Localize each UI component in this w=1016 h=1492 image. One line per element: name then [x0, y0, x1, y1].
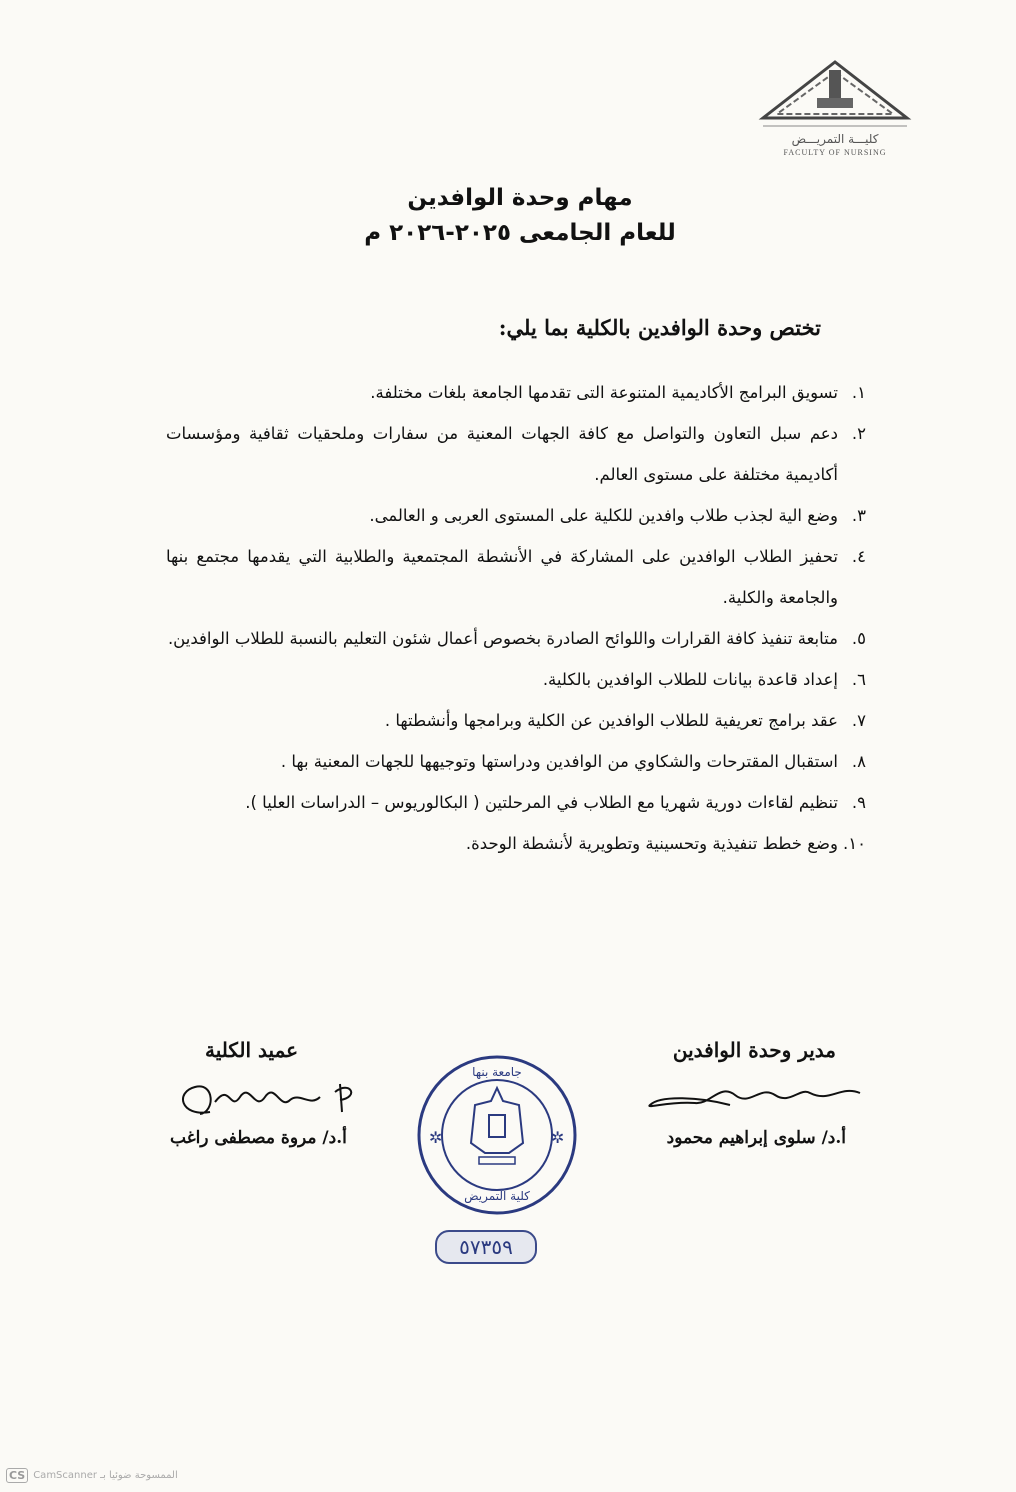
stamp-number: ٥٧٣٥٩	[435, 1230, 537, 1264]
item-text: وضع الية لجذب طلاب وافدين للكلية على المستوى العربى و العالمى.	[369, 506, 838, 525]
item-text: تحفيز الطلاب الوافدين على المشاركة في الأنشطة المجتمعية والطلابية التي يقدمها مجتمع بنها والجامعة والكلية.	[166, 547, 838, 607]
item-number: ٥.	[851, 629, 866, 648]
item-text: تنظيم لقاءات دورية شهريا مع الطلاب في المرحلتين ( البكالوريوس – الدراسات العليا ).	[245, 793, 838, 812]
list-item	[166, 413, 866, 495]
list-item	[166, 495, 866, 536]
camscanner-icon: CS	[6, 1468, 28, 1483]
item-number: ١.	[851, 383, 866, 402]
director-signature	[640, 1075, 865, 1120]
list-item	[166, 700, 866, 741]
item-number: ٧.	[851, 711, 866, 730]
dean-signature	[170, 1072, 365, 1122]
university-emblem-icon	[755, 58, 915, 133]
page-title: مهام وحدة الوافدين	[407, 185, 633, 211]
list-item	[166, 782, 866, 823]
page-subtitle: للعام الجامعى ٢٠٢٥-٢٠٢٦ م	[364, 220, 676, 246]
item-text: عقد برامج تعريفية للطلاب الوافدين عن الكلية وبرامجها وأنشطتها .	[384, 711, 838, 730]
svg-text:✲: ✲	[429, 1128, 443, 1147]
list-item	[166, 823, 866, 864]
director-name: أ.د/ سلوى إبراهيم محمود	[666, 1128, 846, 1148]
official-stamp	[415, 1053, 579, 1217]
list-item	[166, 618, 866, 659]
item-number: ٩.	[851, 793, 866, 812]
scanner-watermark	[6, 1468, 178, 1483]
faculty-logo	[755, 58, 915, 163]
item-text: وضع خطط تنفيذية وتحسينية وتطويرية لأنشطة الوحدة.	[465, 834, 838, 853]
item-text: تسويق البرامج الأكاديمية المتنوعة التى تقدمها الجامعة بلغات مختلفة.	[370, 383, 838, 402]
item-number: ٨.	[851, 752, 866, 771]
stamp-top-text: جامعة بنها	[472, 1065, 522, 1079]
director-title: مدير وحدة الوافدين	[672, 1038, 836, 1062]
item-number: ٤.	[851, 547, 866, 566]
dean-title: عميد الكلية	[205, 1038, 299, 1062]
list-item	[166, 536, 866, 618]
item-number: ١٠.	[843, 834, 866, 853]
dean-name: أ.د/ مروة مصطفى راغب	[170, 1128, 347, 1148]
intro-text: تختص وحدة الوافدين بالكلية بما يلي:	[498, 315, 821, 340]
svg-text:✲: ✲	[551, 1128, 565, 1147]
item-number: ٢.	[851, 424, 866, 443]
item-number: ٣.	[851, 506, 866, 525]
item-number: ٦.	[851, 670, 866, 689]
item-text: متابعة تنفيذ كافة القرارات واللوائح الصادرة بخصوص أعمال شئون التعليم بالنسبة للطلاب الوافدين.	[167, 629, 838, 648]
item-text: استقبال المقترحات والشكاوي من الوافدين ودراستها وتوجيهها للجهات المعنية بها .	[280, 752, 838, 771]
logo-english-text: FACULTY OF NURSING	[783, 148, 887, 157]
list-item	[166, 372, 866, 413]
list-item	[166, 659, 866, 700]
tasks-list	[166, 372, 866, 864]
item-text: إعداد قاعدة بيانات للطلاب الوافدين بالكلية.	[542, 670, 838, 689]
watermark-text: CamScanner الممسوحة ضوئيا بـ	[33, 1470, 178, 1481]
list-item	[166, 741, 866, 782]
logo-arabic-text: كليـــة التمريـــض	[791, 132, 879, 146]
item-text: دعم سبل التعاون والتواصل مع كافة الجهات المعنية من سفارات وملحقيات ثقافية ومؤسسات أكاديمية مختلفة على مستوى العالم.	[166, 424, 838, 484]
stamp-bottom-text: كلية التمريض	[464, 1189, 530, 1203]
